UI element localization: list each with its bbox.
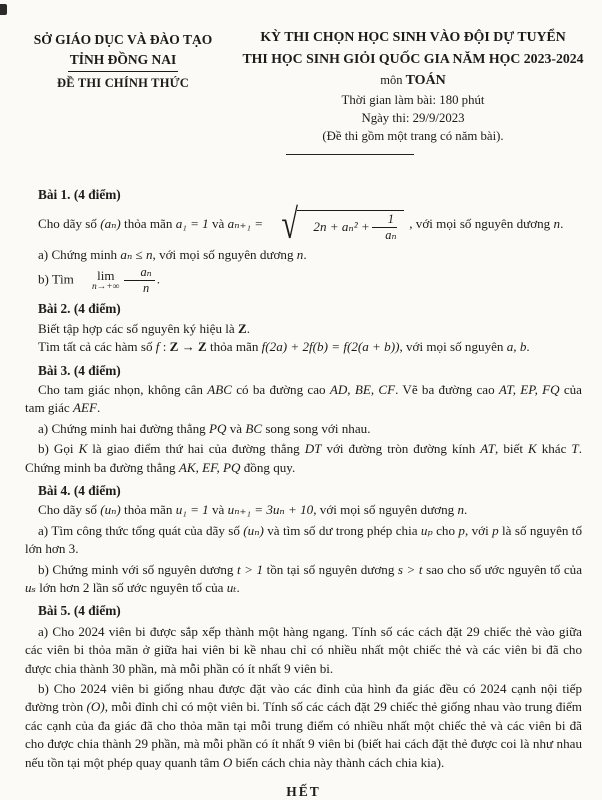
problem-3-part-a — [25, 420, 582, 438]
problem-1-statement — [25, 202, 582, 249]
limit-operator — [79, 269, 119, 293]
text-run: AD, BE, CF — [329, 381, 396, 397]
subject-prefix: môn — [380, 73, 403, 87]
subject-name: TOÁN — [405, 73, 446, 88]
text-run: s > t — [397, 561, 423, 577]
text-run: Tìm tất cả các hàm số — [38, 339, 156, 355]
text-run: u₁ = 1 — [175, 502, 209, 518]
scan-artifact — [0, 4, 7, 15]
text-run: . — [156, 271, 160, 287]
exam-title-block — [232, 26, 594, 155]
fraction-an-over-n — [124, 266, 154, 295]
text-run: n — [553, 216, 561, 232]
issuer-name: SỞ GIÁO DỤC VÀ ĐÀO TẠO — [33, 32, 213, 47]
text-run: sao cho số ước nguyên tố của — [422, 561, 583, 577]
exam-header — [0, 0, 602, 155]
problem-4-statement — [25, 501, 582, 519]
exam-title-line1: KỲ THI CHỌN HỌC SINH VÀO ĐỘI DỰ TUYỂN — [260, 29, 566, 44]
text-run: Z — [198, 339, 207, 355]
text-run: . — [303, 246, 307, 262]
fraction-denominator: aₙ — [385, 227, 397, 242]
text-run: ABC — [207, 381, 232, 397]
text-run: uₚ — [420, 522, 433, 538]
exam-title-line2: THI HỌC SINH GIỎI QUỐC GIA NĂM HỌC 2023-2024 — [242, 51, 584, 66]
text-run: Z — [238, 320, 247, 336]
radical-sign: √ — [281, 202, 299, 249]
problem-2-line2 — [25, 338, 582, 356]
text-run: : — [159, 339, 170, 355]
text-run: song song với nhau. — [262, 420, 371, 436]
exam-type: ĐỀ THI CHÍNH THỨC — [56, 76, 189, 90]
problem-5-part-b — [25, 680, 582, 772]
issuer-block — [14, 26, 232, 155]
text-run: uₙ₊₁ = 3uₙ + 10 — [227, 502, 314, 518]
fraction-denominator: n — [142, 281, 150, 296]
square-root-expression — [267, 202, 404, 249]
text-run: BC — [245, 420, 263, 436]
text-run: và tìm số dư trong phép chia — [263, 522, 421, 538]
text-run: Cho dãy số — [38, 502, 101, 518]
text-run: , với mọi số nguyên — [399, 339, 507, 355]
text-run: a₁ = 1 — [175, 216, 209, 232]
fraction-1-over-an — [372, 213, 397, 242]
text-run: , với mọi số nguyên dương — [405, 216, 554, 232]
text-run: O — [222, 754, 233, 770]
text-run: K — [527, 441, 537, 457]
text-run: . — [560, 216, 564, 232]
text-run: AT, EP, FQ — [498, 381, 560, 397]
text-run: lớn hơn 2 lần số ước nguyên tố của — [35, 579, 227, 595]
text-run: thỏa mãn — [120, 216, 176, 232]
problem-1-part-b-tail — [157, 272, 160, 287]
text-run: (aₙ) — [100, 216, 121, 232]
text-run: . — [236, 579, 240, 595]
text-run: n — [457, 502, 465, 518]
problem-2-line1 — [25, 320, 582, 338]
text-run: AK, EF, PQ — [178, 459, 241, 475]
exam-duration: Thời gian làm bài: 180 phút — [341, 93, 485, 107]
text-run: f — [155, 339, 160, 355]
fraction-numerator: 1 — [372, 213, 397, 228]
text-run: b) Tìm — [38, 271, 78, 287]
text-run: (O) — [86, 699, 105, 715]
end-marker: HẾT — [286, 784, 321, 800]
problem-1-part-b — [25, 266, 582, 295]
text-run: và — [208, 216, 228, 232]
text-run: a) Chứng minh hai đường thẳng — [38, 420, 209, 436]
text-run: AT — [480, 441, 496, 457]
text-run: b) Cho 2024 viên bi giống nhau được đặt vào các đỉnh của hình đa giác đều có 2024 cạnh nội tiếp đường tròn — [25, 681, 582, 715]
text-run: tồn tại số nguyên dương — [263, 561, 398, 577]
text-run: thỏa mãn — [206, 339, 262, 355]
exam-date: Ngày thi: 29/9/2023 — [361, 111, 465, 125]
header-divider — [286, 154, 414, 155]
exam-body — [0, 155, 602, 800]
text-run: của tam giác — [25, 381, 582, 416]
text-run: p — [458, 522, 465, 538]
problem-3-part-b — [25, 440, 582, 477]
text-run: cho — [432, 522, 459, 538]
radicand-runs — [300, 218, 369, 236]
text-run: . — [97, 400, 101, 416]
text-run: uₜ — [226, 579, 237, 595]
text-run: . — [464, 502, 468, 518]
text-run: đồng quy. — [240, 459, 296, 475]
text-run: là giao điểm thứ hai của đường thẳng — [87, 441, 305, 457]
problem-1-part-a — [25, 246, 582, 264]
exam-note: (Đề thi gồm một trang có năm bài). — [322, 129, 504, 143]
problem-5-title: Bài 5. (4 điểm) — [38, 603, 121, 619]
problem-2-title: Bài 2. (4 điểm) — [38, 301, 121, 317]
text-run: PQ — [208, 420, 227, 436]
text-run: → — [178, 339, 198, 355]
text-run: b) Chứng minh với số nguyên dương — [38, 561, 237, 577]
text-run: AEF — [73, 400, 97, 416]
text-run: 2n + aₙ² + — [313, 218, 370, 234]
text-run: uₛ — [25, 579, 36, 595]
text-run: là số nguyên tố lớn hơn 3. — [25, 522, 582, 557]
text-run: , với — [464, 522, 493, 538]
text-run: t > 1 — [236, 561, 264, 577]
problem-1-statement-tail — [406, 217, 563, 232]
text-run: . — [246, 320, 251, 336]
problem-3-title: Bài 3. (4 điểm) — [38, 362, 121, 378]
text-run: , với mọi số nguyên dương — [152, 246, 297, 262]
text-run: (uₙ) — [100, 502, 121, 518]
text-run: T — [571, 441, 579, 457]
text-run: và — [226, 420, 246, 436]
issuer-province: TỈNH ĐỒNG NAI — [68, 50, 179, 72]
text-run: . Chứng minh ba đường thẳng — [25, 441, 582, 475]
text-run: (uₙ) — [243, 522, 264, 538]
text-run: Z — [169, 339, 179, 355]
text-run: có ba đường cao — [231, 381, 330, 397]
text-run: Cho tam giác nhọn, không cân — [38, 381, 208, 397]
text-run: biến cách chia này thành cách chia kia). — [232, 754, 445, 770]
text-run: f(2a) + 2f(b) = f(2(a + b)) — [261, 339, 400, 355]
text-run: a) Chứng minh — [38, 246, 121, 262]
problem-4-part-b — [25, 561, 582, 598]
text-run: a) Cho 2024 viên bi được sắp xếp thành một hàng ngang. Tính số các cách đặt 29 chiếc thẻ vào giữa các viên bi thỏa mãn ở giữa hai viên bi kề nhau chỉ có nhiều nhất một chiếc thẻ và các viên bi đã cho được chia thành 30 phần, mà mỗi phần có ít nhất 9 viên bi. — [25, 623, 582, 676]
text-run: a, b — [506, 339, 527, 355]
radicand — [297, 210, 404, 242]
text-run: với đường tròn đường kính — [321, 441, 481, 457]
problem-4-title: Bài 4. (4 điểm) — [38, 482, 121, 498]
text-run: aₙ₊₁ = — [227, 216, 267, 232]
text-run: DT — [304, 441, 322, 457]
text-run: a) Tìm công thức tổng quát của dãy số — [38, 522, 244, 538]
text-run: b) Gọi — [38, 441, 79, 457]
text-run: aₙ ≤ n — [120, 246, 153, 262]
subject-line — [232, 70, 594, 91]
limit-word: lim — [97, 267, 115, 283]
fraction-numerator: aₙ — [124, 266, 154, 281]
problem-1-statement-runs — [38, 217, 266, 232]
limit-subscript: n→+∞ — [92, 282, 120, 293]
text-run: khác — [536, 441, 572, 457]
text-run: Cho dãy số — [38, 216, 101, 232]
text-run: n — [296, 246, 304, 262]
text-run: . Vẽ ba đường cao — [395, 381, 499, 397]
text-run: Biết tập hợp các số nguyên ký hiệu là — [38, 320, 239, 336]
text-run: , mỗi đỉnh chỉ có một viên bi. Tính số các cách đặt 29 chiếc thẻ giống nhau vào trung điểm các cạnh của đa giác đã cho thỏa mãn tại mỗi trung điểm có nhiều nhất một chiếc thẻ và các viên bi đã cho được chia thành 29 phần, mà mỗi phần có ít nhất 9 viên bi (biết hai cách đặt thẻ được coi là như nhau nếu tồn tại một phép quay quanh tâm — [25, 699, 582, 770]
text-run: và — [208, 502, 228, 518]
text-run: K — [78, 441, 88, 457]
text-run: thỏa mãn — [120, 502, 176, 518]
issuer-province-wrap — [14, 50, 232, 72]
text-run: . — [526, 339, 530, 355]
problem-1-part-b-runs — [38, 272, 77, 287]
text-run: p — [492, 522, 499, 538]
problem-3-statement — [25, 381, 582, 418]
problem-4-part-a — [25, 522, 582, 559]
problem-1-title: Bài 1. (4 điểm) — [38, 187, 121, 202]
text-run: , biết — [495, 441, 528, 457]
problem-5-part-a — [25, 623, 582, 678]
text-run: , với mọi số nguyên dương — [313, 502, 458, 518]
